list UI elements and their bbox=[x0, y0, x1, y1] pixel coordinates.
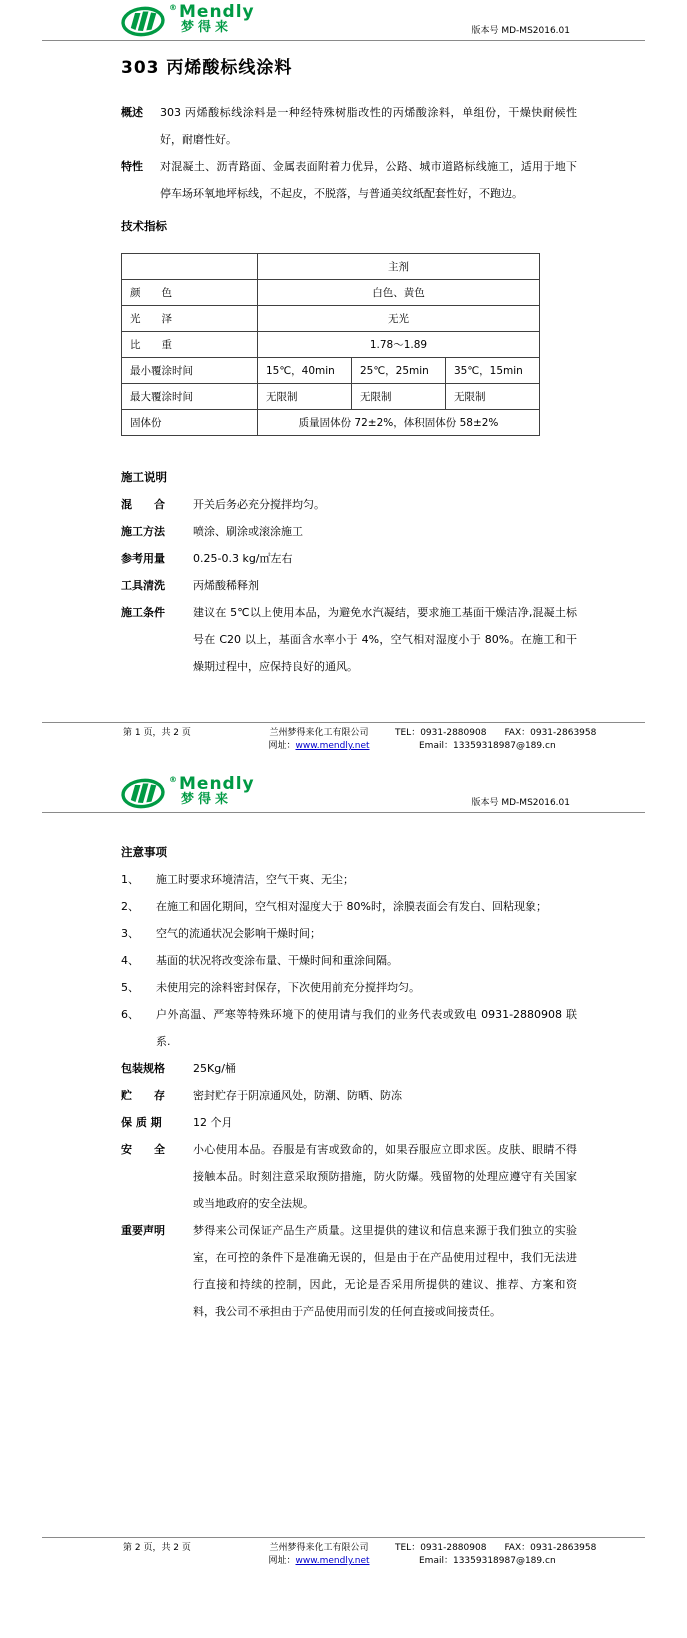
construction-item bbox=[0, 599, 687, 680]
construction-text: 喷涂、刷涂或滚涂施工 bbox=[193, 525, 303, 538]
note-text: 未使用完的涂料密封保存，下次使用前充分搅拌均匀。 bbox=[156, 981, 420, 994]
note-text: 户外高温、严寒等特殊环境下的使用请与我们的业务代表或致电 0931-2880908 联系. bbox=[156, 1008, 577, 1048]
page-2 bbox=[0, 760, 687, 1638]
company-name: 兰州梦得来化工有限公司 bbox=[269, 1543, 369, 1553]
tech-heading: 技术指标 bbox=[121, 219, 167, 233]
mendly-logo-icon bbox=[121, 777, 167, 810]
spec-label-cell: 颜 色 bbox=[122, 280, 258, 306]
spec-label-cell: 最小覆涂时间 bbox=[122, 358, 258, 384]
note-text: 在施工和固化期间，空气相对湿度大于 80%时，涂膜表面会有发白、回粘现象； bbox=[156, 900, 547, 913]
version-label: 版本号 MD-MS2016.01 bbox=[471, 798, 570, 808]
logo-text bbox=[169, 4, 255, 36]
note-number: 6、 bbox=[121, 1008, 139, 1021]
overview-text: 303 丙烯酸标线涂料是一种经特殊树脂改性的丙烯酸涂料，单组份，干燥快耐候性好，耐磨性好。 bbox=[160, 106, 577, 146]
info-item bbox=[0, 1082, 687, 1109]
notes-heading: 注意事项 bbox=[121, 845, 167, 859]
website-label: 网址： bbox=[268, 1556, 296, 1566]
info-label: 保 质 期 bbox=[121, 1116, 162, 1129]
info-label: 重要声明 bbox=[121, 1224, 165, 1237]
features-text: 对混凝土、沥青路面、金属表面附着力优异，公路、城市道路标线施工，适用于地下停车场环氧地坪标线，不起皮，不脱落，与普通美纹纸配套性好，不跑边。 bbox=[160, 160, 577, 200]
mendly-logo bbox=[121, 776, 255, 810]
version-label: 版本号 MD-MS2016.01 bbox=[471, 26, 570, 36]
info-item bbox=[0, 1217, 687, 1325]
spec-label-cell: 最大覆涂时间 bbox=[122, 384, 258, 410]
note-item bbox=[0, 893, 687, 920]
spec-header-cell: 主剂 bbox=[258, 254, 540, 280]
construction-label: 施工条件 bbox=[121, 606, 165, 619]
fax-label: FAX：0931-2863958 bbox=[504, 728, 597, 738]
spec-label-cell: 固体份 bbox=[122, 410, 258, 436]
spec-value-cell: 无限制 bbox=[258, 384, 352, 410]
info-item bbox=[0, 1109, 687, 1136]
spec-label-cell bbox=[122, 254, 258, 280]
spec-table bbox=[121, 253, 540, 436]
table-row bbox=[122, 280, 540, 306]
features-label: 特性 bbox=[121, 160, 143, 173]
spec-value-cell: 无限制 bbox=[352, 384, 446, 410]
logo-en-text: Mendly bbox=[179, 774, 255, 794]
info-text: 小心使用本品。吞服是有害或致命的，如果吞服应立即求医。皮肤、眼睛不得接触本品。时刻注意采取预防措施，防火防爆。残留物的处理应遵守有关国家或当地政府的安全法规。 bbox=[193, 1143, 577, 1210]
contact-block bbox=[395, 1542, 614, 1568]
header-rule bbox=[42, 812, 645, 813]
info-item bbox=[0, 1055, 687, 1082]
fax-label: FAX：0931-2863958 bbox=[504, 1543, 597, 1553]
logo-text bbox=[169, 776, 255, 808]
logo-wordmark bbox=[169, 776, 255, 793]
logo-cn-text: 梦得来 bbox=[181, 792, 233, 807]
construction-label: 混 合 bbox=[121, 498, 165, 511]
construction-item bbox=[0, 545, 687, 572]
note-item bbox=[0, 920, 687, 947]
table-row bbox=[122, 384, 540, 410]
email-label: Email：13359318987@189.cn bbox=[419, 741, 556, 751]
table-row bbox=[122, 306, 540, 332]
construction-text: 开关后务必充分搅拌均匀。 bbox=[193, 498, 325, 511]
construction-label: 施工方法 bbox=[121, 525, 165, 538]
construction-text: 0.25-0.3 kg/㎡左右 bbox=[193, 552, 293, 565]
tel-label: TEL：0931-2880908 bbox=[395, 728, 487, 738]
table-row bbox=[122, 358, 540, 384]
info-text: 密封贮存于阴凉通风处，防潮、防晒、防冻 bbox=[193, 1089, 402, 1102]
note-item bbox=[0, 974, 687, 1001]
company-block bbox=[253, 1542, 385, 1568]
construction-item bbox=[0, 518, 687, 545]
info-text: 梦得来公司保证产品生产质量。这里提供的建议和信息来源于我们独立的实验室，在可控的条件下是准确无误的，但是由于在产品使用过程中，我们无法进行直接和持续的控制，因此，无论是否采用所提供的建议、推荐、方案和资料，我公司不承担由于产品使用而引发的任何直接或间接责任。 bbox=[193, 1224, 577, 1318]
construction-heading: 施工说明 bbox=[121, 470, 167, 484]
construction-item bbox=[0, 491, 687, 518]
note-number: 1、 bbox=[121, 873, 139, 886]
product-title: 303 丙烯酸标线涂料 bbox=[121, 58, 293, 78]
page-number: 第 1 页，共 2 页 bbox=[123, 728, 191, 738]
logo-cn-text: 梦得来 bbox=[181, 20, 233, 35]
email-label: Email：13359318987@189.cn bbox=[419, 1556, 556, 1566]
mendly-logo-icon bbox=[121, 5, 167, 38]
note-text: 施工时要求环境清洁，空气干爽、无尘； bbox=[156, 873, 354, 886]
note-item bbox=[0, 866, 687, 893]
page-footer bbox=[0, 1537, 687, 1568]
table-row bbox=[122, 410, 540, 436]
registered-mark-icon: ® bbox=[169, 3, 178, 12]
note-number: 3、 bbox=[121, 927, 139, 940]
note-text: 空气的流通状况会影响干燥时间； bbox=[156, 927, 321, 940]
spec-value-cell: 无光 bbox=[258, 306, 540, 332]
page-number: 第 2 页，共 2 页 bbox=[123, 1543, 191, 1553]
page-header bbox=[0, 760, 687, 812]
mendly-logo bbox=[121, 4, 255, 38]
info-label: 安 全 bbox=[121, 1143, 165, 1156]
spec-label-cell: 比 重 bbox=[122, 332, 258, 358]
spec-value-cell: 25℃，25min bbox=[352, 358, 446, 384]
spec-value-cell: 35℃，15min bbox=[446, 358, 540, 384]
website-link[interactable]: www.mendly.net bbox=[295, 1556, 370, 1566]
info-text: 25Kg/桶 bbox=[193, 1062, 236, 1075]
spec-value-cell: 1.78～1.89 bbox=[258, 332, 540, 358]
header-rule bbox=[42, 40, 645, 41]
features-section bbox=[0, 153, 687, 207]
construction-item bbox=[0, 572, 687, 599]
registered-mark-icon: ® bbox=[169, 775, 178, 784]
page-1 bbox=[0, 0, 687, 760]
construction-label: 工具清洗 bbox=[121, 579, 165, 592]
note-text: 基面的状况将改变涂布量、干燥时间和重涂间隔。 bbox=[156, 954, 398, 967]
logo-en-text: Mendly bbox=[179, 2, 255, 22]
info-label: 贮 存 bbox=[121, 1089, 165, 1102]
construction-text: 丙烯酸稀释剂 bbox=[193, 579, 259, 592]
contact-block bbox=[395, 727, 614, 753]
website-link[interactable]: www.mendly.net bbox=[295, 741, 370, 751]
construction-label: 参考用量 bbox=[121, 552, 165, 565]
info-label: 包装规格 bbox=[121, 1062, 165, 1075]
note-number: 2、 bbox=[121, 900, 139, 913]
company-block bbox=[253, 727, 385, 753]
note-number: 4、 bbox=[121, 954, 139, 967]
tel-label: TEL：0931-2880908 bbox=[395, 1543, 487, 1553]
page-header bbox=[0, 0, 687, 40]
spec-value-cell: 白色、黄色 bbox=[258, 280, 540, 306]
overview-label: 概述 bbox=[121, 106, 143, 119]
overview-section bbox=[0, 99, 687, 153]
spec-value-cell: 15℃，40min bbox=[258, 358, 352, 384]
logo-wordmark bbox=[169, 4, 255, 21]
table-row bbox=[122, 254, 540, 280]
website-label: 网址： bbox=[268, 741, 296, 751]
page-footer bbox=[0, 722, 687, 753]
spec-value-cell: 质量固体份 72±2%，体积固体份 58±2% bbox=[258, 410, 540, 436]
note-number: 5、 bbox=[121, 981, 139, 994]
note-item bbox=[0, 947, 687, 974]
spec-value-cell: 无限制 bbox=[446, 384, 540, 410]
table-row bbox=[122, 332, 540, 358]
info-text: 12 个月 bbox=[193, 1116, 233, 1129]
construction-text: 建议在 5℃以上使用本品，为避免水汽凝结，要求施工基面干燥洁净,混凝土标号在 C20 以上，基面含水率小于 4%，空气相对湿度小于 80%。在施工和干燥期过程中，应保持良好的通风。 bbox=[193, 606, 577, 673]
info-item bbox=[0, 1136, 687, 1217]
note-item bbox=[0, 1001, 687, 1055]
spec-label-cell: 光 泽 bbox=[122, 306, 258, 332]
company-name: 兰州梦得来化工有限公司 bbox=[269, 728, 369, 738]
